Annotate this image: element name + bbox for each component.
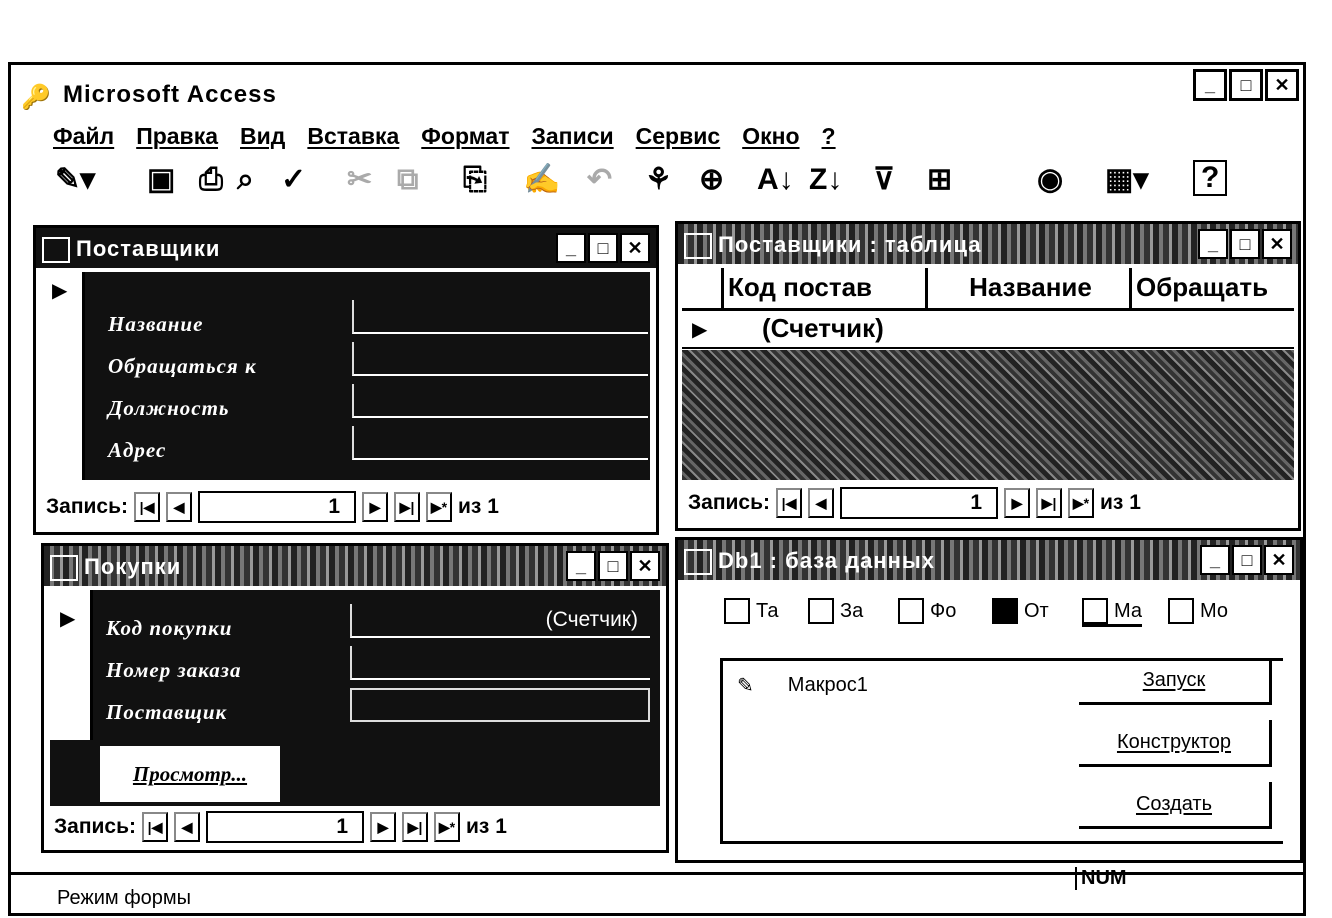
menu-bar xyxy=(53,123,836,150)
tab-tables[interactable] xyxy=(724,598,778,624)
status-text: Режим формы xyxy=(57,887,192,909)
macro-icon xyxy=(1082,598,1108,624)
insert-object-icon[interactable]: ⚘ xyxy=(645,163,672,196)
key-icon: 🔑 xyxy=(21,84,51,111)
window-controls xyxy=(1193,69,1299,101)
prev-record-button[interactable]: ◀ xyxy=(808,488,834,518)
menu-edit[interactable]: Правка xyxy=(136,123,219,149)
filter-form-icon[interactable]: ⊞ xyxy=(927,163,953,196)
field-purchase-code[interactable]: (Счетчик) xyxy=(350,604,650,638)
table-suppliers-window xyxy=(675,221,1301,531)
column-header-code[interactable]: Код постав xyxy=(724,268,928,308)
minimize-button[interactable]: _ xyxy=(1198,229,1228,259)
record-number-input[interactable]: 1 xyxy=(206,811,364,843)
field-position[interactable] xyxy=(352,384,648,418)
record-count: из 1 xyxy=(458,495,499,518)
table-header-row xyxy=(682,268,1294,311)
next-record-button[interactable]: ▶ xyxy=(1004,488,1030,518)
field-contact[interactable] xyxy=(352,342,648,376)
minimize-button[interactable]: _ xyxy=(556,233,586,263)
run-button[interactable]: Запуск xyxy=(1079,658,1272,705)
copy-icon[interactable]: ⧉ xyxy=(397,163,419,196)
design-view-icon[interactable]: ✎▾ xyxy=(55,163,96,196)
last-record-button[interactable]: ▶| xyxy=(394,492,420,522)
cut-icon[interactable]: ✂ xyxy=(347,163,373,196)
database-window xyxy=(675,537,1303,863)
close-button[interactable]: ✕ xyxy=(1264,545,1294,575)
maximize-button[interactable]: □ xyxy=(1230,229,1260,259)
prev-record-button[interactable]: ◀ xyxy=(174,812,200,842)
close-button[interactable]: ✕ xyxy=(1262,229,1292,259)
first-record-button[interactable]: |◀ xyxy=(142,812,168,842)
tab-reports-label: От xyxy=(1024,599,1049,622)
close-button[interactable]: ✕ xyxy=(620,233,650,263)
label-address: Адрес xyxy=(108,438,167,462)
status-bar xyxy=(11,867,1303,913)
menu-records[interactable]: Записи xyxy=(531,123,614,149)
tab-forms-label: Фо xyxy=(930,599,957,622)
table-icon xyxy=(724,598,750,624)
table-suppliers-caption[interactable] xyxy=(678,224,1298,264)
undo-icon[interactable]: ↶ xyxy=(587,163,613,196)
record-selector[interactable] xyxy=(50,590,93,740)
form-suppliers-window xyxy=(33,225,659,535)
label-supplier: Поставщик xyxy=(106,700,228,724)
form-purchases-caption[interactable] xyxy=(44,546,666,586)
label-name: Название xyxy=(108,312,204,336)
format-painter-icon[interactable]: ✍ xyxy=(523,163,561,196)
maximize-button[interactable]: □ xyxy=(598,551,628,581)
form-icon xyxy=(50,555,78,581)
column-header-name[interactable]: Название xyxy=(928,268,1132,308)
form-suppliers-title: Поставщики xyxy=(76,236,221,261)
new-record-button[interactable]: ▶* xyxy=(1068,488,1094,518)
label-order-number: Номер заказа xyxy=(106,658,242,682)
app-title: Microsoft Access xyxy=(63,81,277,108)
current-record-icon: ▶ xyxy=(60,608,76,630)
record-number-input[interactable]: 1 xyxy=(198,491,356,523)
form-purchases-window xyxy=(41,543,669,853)
menu-window[interactable]: Окно xyxy=(742,123,800,149)
list-item[interactable] xyxy=(737,673,868,698)
last-record-button[interactable]: ▶| xyxy=(1036,488,1062,518)
tab-queries-label: За xyxy=(840,599,864,622)
record-navigation xyxy=(46,490,499,524)
column-header-contact[interactable]: Обращать xyxy=(1136,272,1269,302)
close-button[interactable]: ✕ xyxy=(630,551,660,581)
design-button[interactable]: Конструктор xyxy=(1079,720,1272,767)
title-bar[interactable] xyxy=(11,65,1303,117)
tab-macros-label: Ма xyxy=(1114,599,1143,622)
new-object-icon[interactable]: ▦▾ xyxy=(1105,163,1149,196)
header-selector[interactable] xyxy=(682,268,724,308)
label-position: Должность xyxy=(108,396,230,420)
sort-descending-icon[interactable]: Z↓ xyxy=(809,163,843,196)
field-name[interactable] xyxy=(352,300,648,334)
print-preview-icon[interactable]: ⌕ xyxy=(237,163,254,196)
form-suppliers-caption[interactable] xyxy=(36,228,656,268)
label-contact: Обращаться к xyxy=(108,354,257,378)
current-record-icon: ▶ xyxy=(52,280,68,302)
form-purchases-body xyxy=(50,590,660,806)
module-icon xyxy=(1168,598,1194,624)
database-icon xyxy=(684,549,712,575)
prev-record-button[interactable]: ◀ xyxy=(166,492,192,522)
last-record-button[interactable]: ▶| xyxy=(402,812,428,842)
table-suppliers-title: Поставщики : таблица xyxy=(718,232,982,257)
table-suppliers-controls xyxy=(1198,229,1292,259)
new-record-button[interactable]: ▶* xyxy=(426,492,452,522)
record-label: Запись: xyxy=(46,495,129,518)
record-selector[interactable] xyxy=(42,272,85,480)
menu-view[interactable]: Вид xyxy=(240,123,286,149)
tab-modules[interactable] xyxy=(1168,598,1228,624)
spelling-icon[interactable]: ✓ xyxy=(281,163,307,196)
form-icon xyxy=(898,598,924,624)
database-caption[interactable] xyxy=(678,540,1300,580)
table-icon xyxy=(684,233,712,259)
access-main-window xyxy=(8,62,1306,916)
first-record-button[interactable]: |◀ xyxy=(776,488,802,518)
toolbar xyxy=(47,160,1277,206)
close-button[interactable]: ✕ xyxy=(1265,69,1299,101)
tab-reports[interactable] xyxy=(992,598,1049,624)
form-icon xyxy=(42,237,70,263)
menu-help[interactable]: ? xyxy=(821,123,836,149)
menu-insert[interactable]: Вставка xyxy=(307,123,400,149)
label-purchase-code: Код покупки xyxy=(106,616,233,640)
record-navigation xyxy=(54,810,507,844)
field-address[interactable] xyxy=(352,426,648,460)
find-icon[interactable]: ◉ xyxy=(1037,163,1064,196)
database-controls xyxy=(1200,545,1294,575)
browse-button[interactable]: Просмотр... xyxy=(100,746,280,802)
counter-cell[interactable]: (Счетчик) xyxy=(762,313,884,343)
paste-icon[interactable]: ⎘ xyxy=(463,163,487,196)
macro-icon: ✎ xyxy=(737,675,754,697)
current-record-icon: ▶ xyxy=(692,319,708,341)
form-purchases-title: Покупки xyxy=(84,554,182,579)
new-record-button[interactable]: ▶* xyxy=(434,812,460,842)
maximize-button[interactable]: □ xyxy=(1232,545,1262,575)
record-label: Запись: xyxy=(688,491,771,514)
table-empty-area xyxy=(682,350,1294,480)
record-count: из 1 xyxy=(466,815,507,838)
query-icon xyxy=(808,598,834,624)
record-navigation xyxy=(688,486,1141,520)
form-suppliers-controls xyxy=(556,233,650,263)
tab-modules-label: Мо xyxy=(1200,599,1229,622)
list-item-label: Макрос1 xyxy=(787,674,868,696)
menu-format[interactable]: Формат xyxy=(421,123,510,149)
record-label: Запись: xyxy=(54,815,137,838)
num-lock-indicator: NUM xyxy=(1075,867,1127,890)
hyperlink-icon[interactable]: ⊕ xyxy=(699,163,725,196)
filter-icon[interactable]: ⊽ xyxy=(873,163,895,196)
save-icon[interactable]: ▣ xyxy=(147,163,176,196)
minimize-button[interactable]: _ xyxy=(566,551,596,581)
print-icon[interactable]: ⎙ xyxy=(199,163,223,196)
menu-tools[interactable]: Сервис xyxy=(635,123,721,149)
field-order-number[interactable] xyxy=(350,646,650,680)
report-icon xyxy=(992,598,1018,624)
next-record-button[interactable]: ▶ xyxy=(370,812,396,842)
tab-queries[interactable] xyxy=(808,598,863,624)
minimize-button[interactable]: _ xyxy=(1193,69,1227,101)
database-title: Db1 : база данных xyxy=(718,548,935,573)
sort-ascending-icon[interactable]: A↓ xyxy=(757,163,794,196)
tab-forms[interactable] xyxy=(898,598,956,624)
maximize-button[interactable]: □ xyxy=(588,233,618,263)
form-suppliers-body xyxy=(42,272,650,480)
first-record-button[interactable]: |◀ xyxy=(134,492,160,522)
record-count: из 1 xyxy=(1100,491,1141,514)
tab-tables-label: Та xyxy=(756,599,779,622)
tab-macros[interactable] xyxy=(1082,598,1142,627)
minimize-button[interactable]: _ xyxy=(1200,545,1230,575)
next-record-button[interactable]: ▶ xyxy=(362,492,388,522)
menu-file[interactable]: Файл xyxy=(53,123,115,149)
maximize-button[interactable]: □ xyxy=(1229,69,1263,101)
table-new-row[interactable] xyxy=(682,311,1294,349)
supplier-combo[interactable] xyxy=(350,688,650,722)
help-icon[interactable]: ? xyxy=(1193,160,1227,196)
new-button[interactable]: Создать xyxy=(1079,782,1272,829)
form-purchases-controls xyxy=(566,551,660,581)
record-number-input[interactable]: 1 xyxy=(840,487,998,519)
